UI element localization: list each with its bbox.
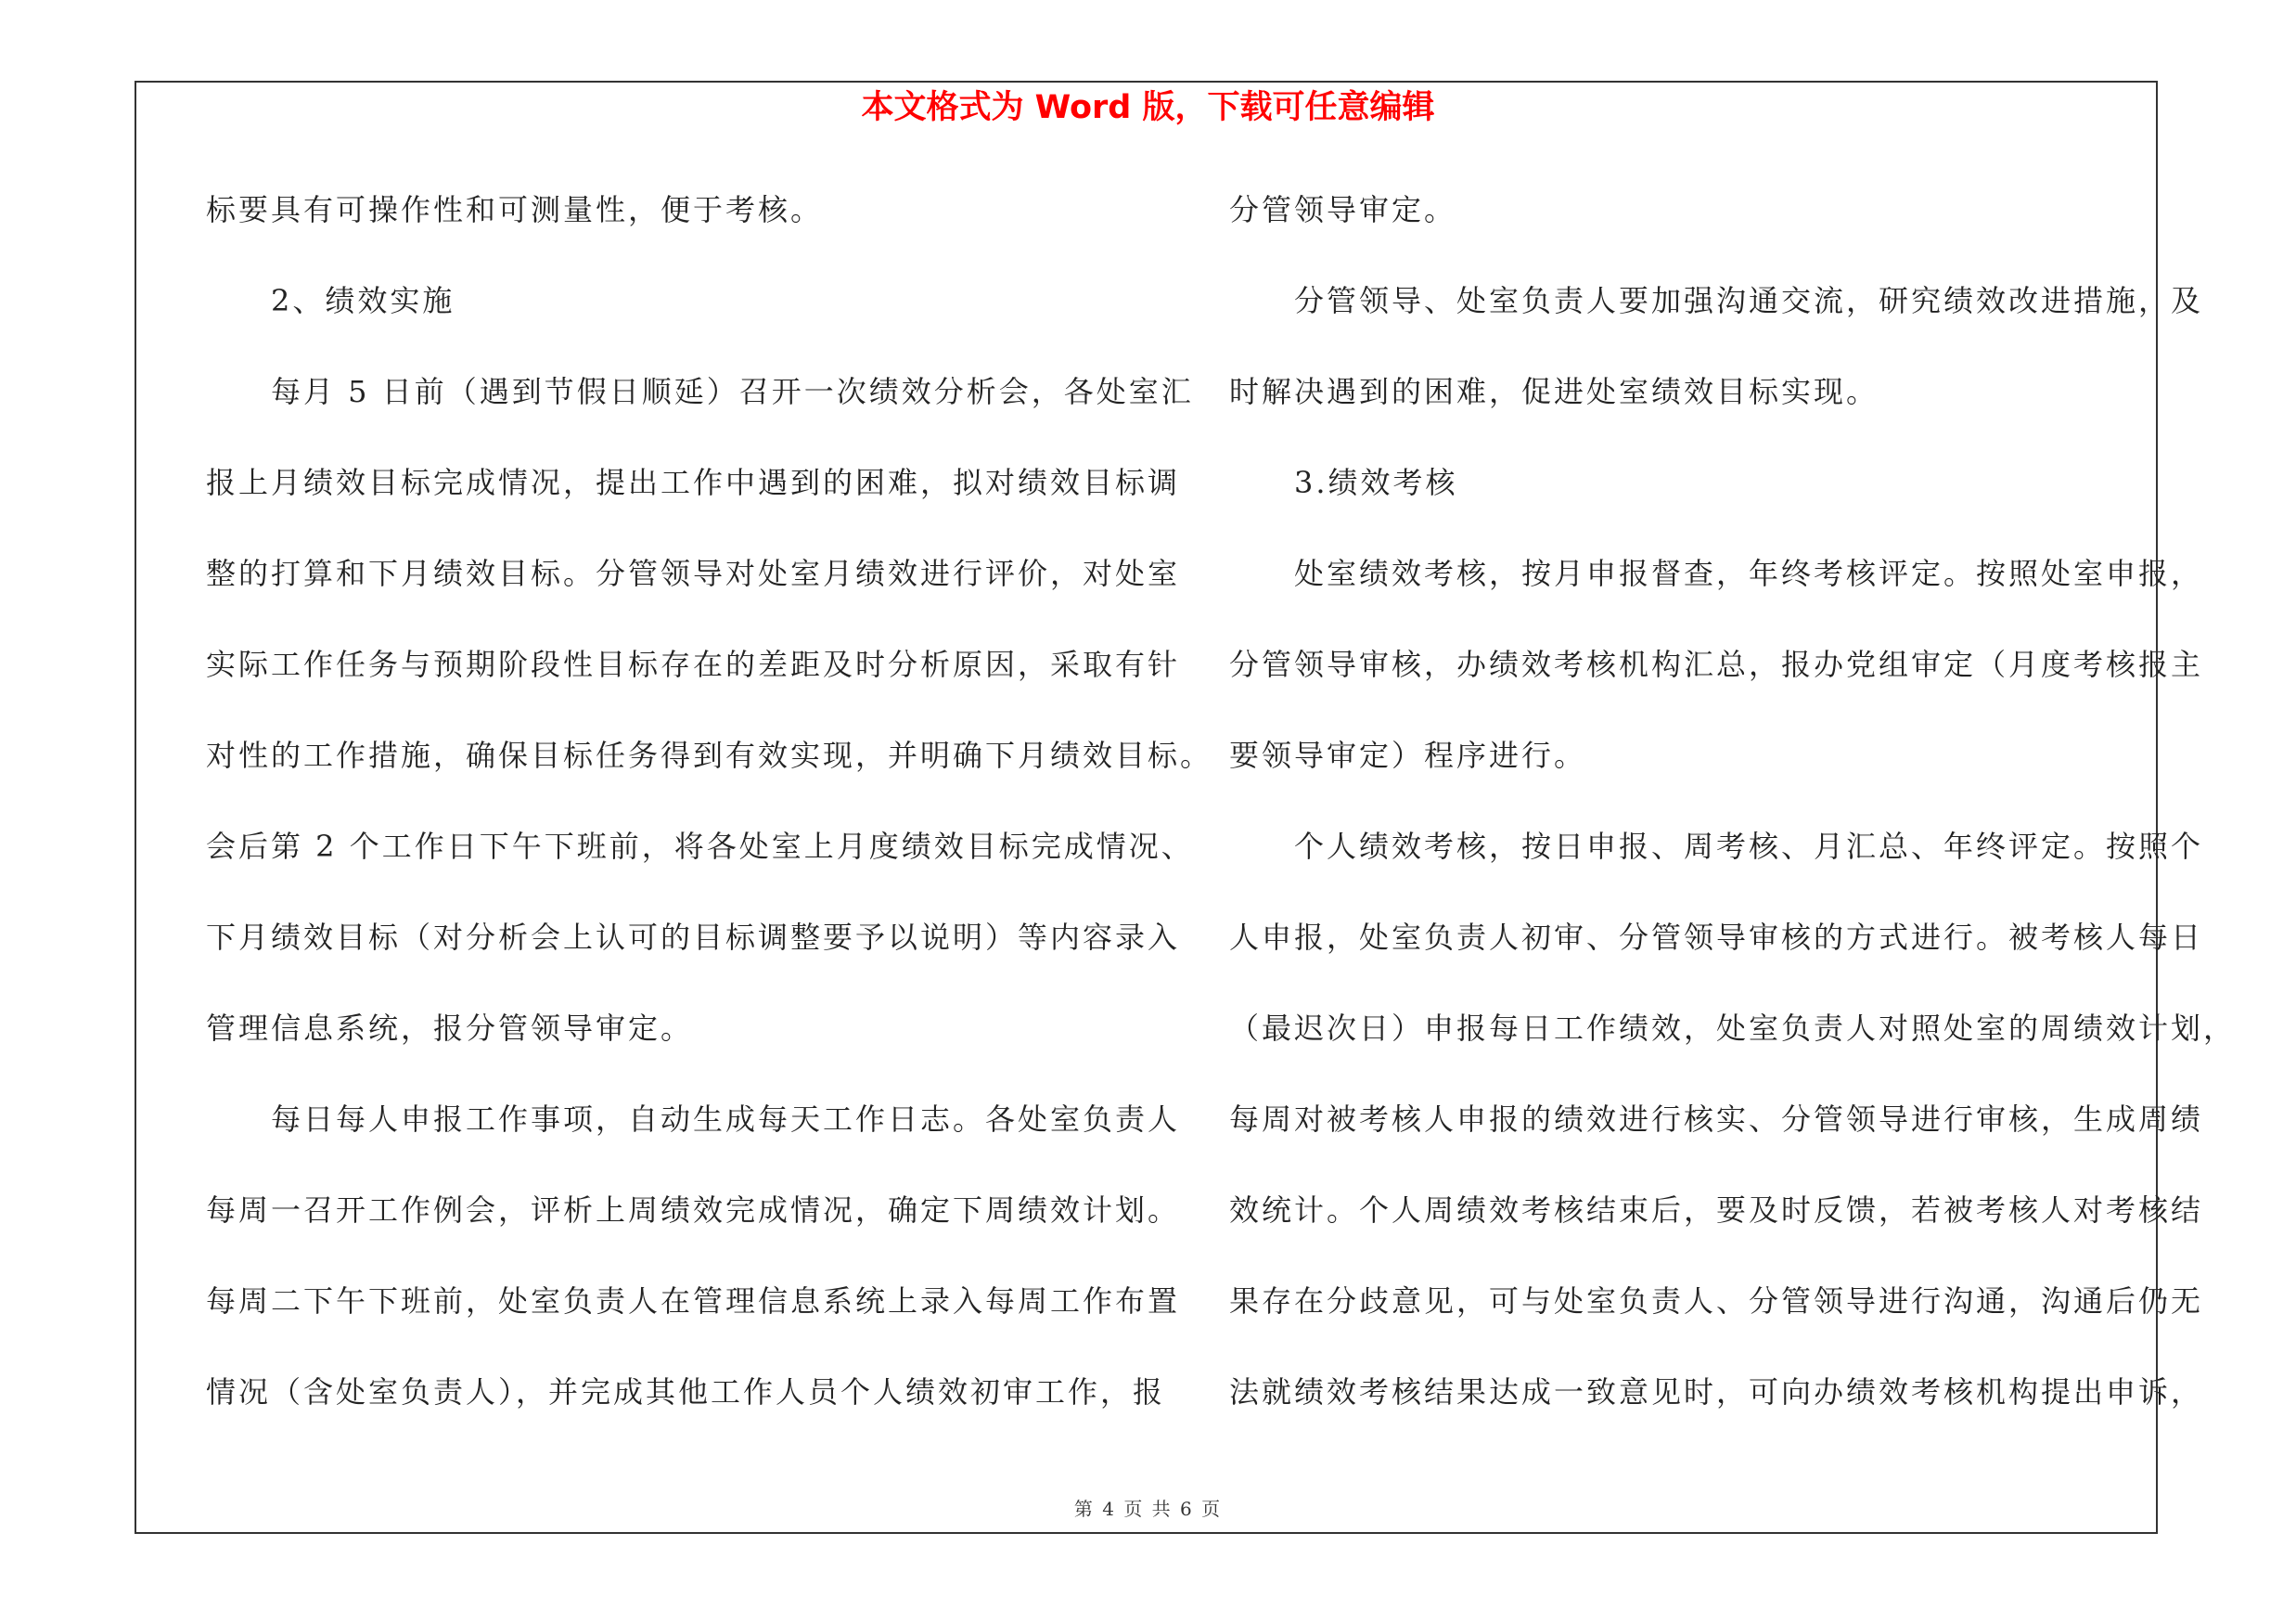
text-line: 情况（含处室负责人），并完成其他工作人员个人绩效初审工作，报 — [206, 1374, 1166, 1410]
header-banner: 本文格式为 Word 版，下载可任意编辑 — [861, 89, 1435, 126]
text-line: 法就绩效考核结果达成一致意见时，可向办绩效考核机构提出申诉， — [1229, 1374, 2204, 1410]
text-line: 时解决遇到的困难，促进处室绩效目标实现。 — [1229, 374, 1879, 409]
text-line: 对性的工作措施，确保目标任务得到有效实现，并明确下月绩效目标。 — [206, 738, 1213, 773]
text-line: 效统计。个人周绩效考核结束后，要及时反馈，若被考核人对考核结 — [1229, 1192, 2204, 1228]
text-line: 果存在分歧意见，可与处室负责人、分管领导进行沟通，沟通后仍无 — [1229, 1283, 2204, 1319]
text-line: 每周二下午下班前，处室负责人在管理信息系统上录入每周工作布置 — [206, 1283, 1181, 1319]
text-line: 人申报，处室负责人初审、分管领导审核的方式进行。被考核人每日 — [1229, 920, 2204, 955]
text-line: 实际工作任务与预期阶段性目标存在的差距及时分析原因，采取有针 — [206, 647, 1181, 682]
text-line: 每月 5 日前（遇到节假日顺延）召开一次绩效分析会，各处室汇 — [206, 374, 1194, 409]
section-heading: 3.绩效考核 — [1229, 465, 1458, 500]
text-line: 报上月绩效目标完成情况，提出工作中遇到的困难，拟对绩效目标调 — [206, 465, 1181, 500]
text-line: （最迟次日）申报每日工作绩效，处室负责人对照处室的周绩效计划， — [1229, 1011, 2237, 1046]
text-line: 会后第 2 个工作日下午下班前，将各处室上月度绩效目标完成情况、 — [206, 829, 1194, 864]
text-line: 下月绩效目标（对分析会上认可的目标调整要予以说明）等内容录入 — [206, 920, 1181, 955]
page-number: 第 4 页 共 6 页 — [1073, 1498, 1223, 1520]
left-column — [206, 184, 1213, 1457]
text-line: 分管领导审定。 — [1229, 192, 1457, 227]
text-line: 整的打算和下月绩效目标。分管领导对处室月绩效进行评价，对处室 — [206, 556, 1181, 591]
text-line: 要领导审定）程序进行。 — [1229, 738, 1587, 773]
text-line: 分管领导、处室负责人要加强沟通交流，研究绩效改进措施，及 — [1229, 283, 2204, 318]
text-line: 每日每人申报工作事项，自动生成每天工作日志。各处室负责人 — [206, 1101, 1181, 1137]
section-heading: 2、绩效实施 — [206, 283, 455, 318]
right-column — [1229, 184, 2237, 1457]
text-line: 个人绩效考核，按日申报、周考核、月汇总、年终评定。按照个 — [1229, 829, 2204, 864]
text-line: 处室绩效考核，按月申报督查，年终考核评定。按照处室申报， — [1229, 556, 2204, 591]
text-line: 标要具有可操作性和可测量性，便于考核。 — [206, 192, 824, 227]
text-line: 分管领导审核，办绩效考核机构汇总，报办党组审定（月度考核报主 — [1229, 647, 2204, 682]
text-line: 每周对被考核人申报的绩效进行核实、分管领导进行审核，生成周绩 — [1229, 1101, 2204, 1137]
text-line: 管理信息系统，报分管领导审定。 — [206, 1011, 694, 1046]
text-line: 每周一召开工作例会，评析上周绩效完成情况，确定下周绩效计划。 — [206, 1192, 1181, 1228]
